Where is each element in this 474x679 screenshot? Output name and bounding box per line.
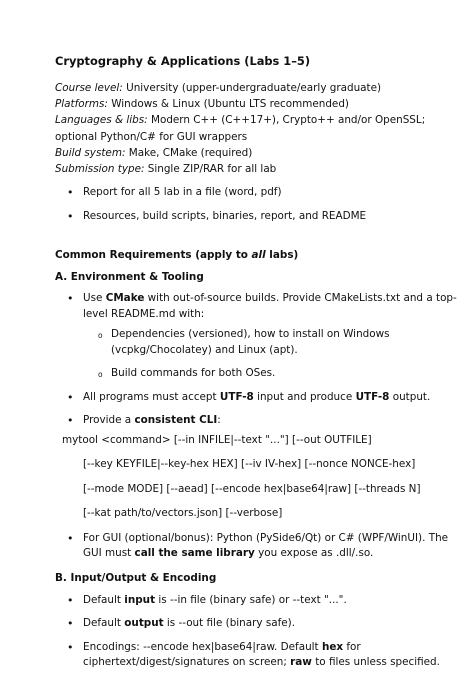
meta-submission: [55, 161, 460, 177]
section-b-heading: B. Input/Output & Encoding: [55, 571, 217, 584]
bold-text: CMake: [105, 292, 145, 305]
list-item-gui: [55, 531, 460, 562]
text: output.: [389, 390, 431, 403]
text: you expose as .dll/.so.: [254, 547, 374, 560]
meta-course-level: [55, 80, 460, 96]
intro-bullet-list: [55, 185, 460, 224]
bold-text: input: [124, 593, 156, 606]
bold-text: hex: [321, 640, 344, 653]
text: All programs must accept: [83, 390, 220, 403]
bold-text: consistent CLI: [134, 414, 218, 427]
list-item-encodings: [55, 640, 460, 671]
text: Provide a: [83, 414, 135, 427]
heading-text: labs): [265, 249, 299, 262]
text: to files unless specified.: [311, 656, 440, 669]
text: Use: [83, 292, 106, 305]
sub-list-item: o Build commands for both OSes.: [83, 366, 460, 382]
text: For GUI (optional/bonus): Python (PySide6/Qt) or C# (WPF/WinUI). The GUI must: [83, 531, 449, 560]
cli-usage-line: [--key KEYFILE|--key-hex HEX] [--iv IV-hex] [--nonce NONCE-hex]: [83, 458, 416, 471]
bold-text: UTF-8: [355, 390, 390, 403]
meta-build-label: Build system:: [55, 146, 126, 159]
list-item: • Report for all 5 lab in a file (word, pdf): [55, 185, 460, 201]
text: Default: [83, 617, 125, 630]
heading-text: Common Requirements (apply to: [55, 249, 252, 262]
list-item-output: [55, 616, 460, 632]
section-a-heading: A. Environment & Tooling: [55, 271, 204, 284]
text: is --out file (binary safe).: [163, 617, 296, 630]
meta-build-system: [55, 145, 460, 161]
bold-text: UTF-8: [219, 390, 254, 403]
text: Encodings: --encode hex|base64|raw. Default: [83, 640, 322, 653]
list-item-utf8: [55, 390, 460, 406]
meta-languages-value: Modern C++ (C++17+), Crypto++ and/or OpenSSL;: [147, 114, 426, 127]
meta-submission-value: Single ZIP/RAR for all lab: [144, 163, 277, 176]
text: :: [217, 414, 221, 427]
common-requirements-heading: [55, 248, 460, 262]
cmake-sub-list: [83, 327, 460, 382]
heading-emphasis: all: [251, 249, 266, 262]
meta-platforms-value: Windows & Linux (Ubuntu LTS recommended): [107, 98, 349, 111]
meta-submission-label: Submission type:: [55, 163, 145, 176]
sub-list-item: o Dependencies (versioned), how to install on Windows (vcpkg/Chocolatey) and Linux (apt).: [83, 327, 460, 358]
meta-languages: [55, 112, 460, 128]
section-a-list: [55, 291, 460, 429]
list-item-input: [55, 593, 460, 609]
text: for ciphertext/digest/signatures on screen;: [83, 640, 361, 669]
text: is --in file (binary safe) or --text "...".: [155, 593, 347, 606]
section-a-gui-list: [55, 531, 460, 562]
list-item: • Resources, build scripts, binaries, report, and README: [55, 209, 460, 225]
bold-text: call the same library: [134, 547, 255, 560]
meta-course-label: Course level:: [55, 82, 123, 94]
text: with out-of-source builds. Provide CMakeLists.txt and a top-level README.md with:: [83, 292, 457, 320]
meta-platforms: [55, 96, 460, 112]
meta-platforms-label: Platforms:: [55, 98, 108, 111]
meta-languages-cont: optional Python/C# for GUI wrappers: [55, 130, 248, 143]
text: input and produce: [253, 390, 356, 403]
document-page: [55, 54, 460, 679]
list-item-cli: [55, 413, 460, 429]
bold-text: raw: [290, 656, 312, 669]
cli-usage-line: [--mode MODE] [--aead] [--encode hex|base64|raw] [--threads N]: [83, 482, 421, 495]
list-item-cmake: [55, 291, 460, 382]
cli-usage-block: [55, 433, 460, 522]
meta-course-value: University (upper-undergraduate/early graduate): [122, 82, 382, 94]
bold-text: output: [124, 617, 164, 630]
cli-usage-line: [--kat path/to/vectors.json] [--verbose]: [83, 507, 283, 520]
meta-languages-label: Languages & libs:: [55, 114, 148, 127]
course-meta: [55, 80, 460, 177]
text: Default: [83, 593, 125, 606]
document-title: Cryptography & Applications (Labs 1–5): [55, 54, 311, 68]
meta-build-value: Make, CMake (required): [125, 146, 253, 159]
cli-usage-line: mytool <command> [--in INFILE|--text "..."] [--out OUTFILE]: [62, 433, 372, 446]
